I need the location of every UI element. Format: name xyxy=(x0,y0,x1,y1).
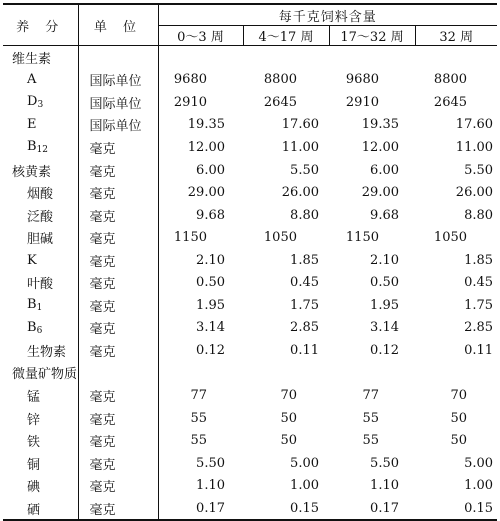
unit-cell: 毫克 xyxy=(78,294,158,317)
value-cell-period-2: 2.10 xyxy=(370,252,399,268)
value-cell-period-1: 8800 xyxy=(263,72,297,88)
unit-cell: 国际单位 xyxy=(78,91,158,114)
value-cell-period-0: 0.17 xyxy=(196,500,225,516)
value-cell-period-3: 1.75 xyxy=(464,297,494,313)
value-cell-period-3: 50 xyxy=(450,433,468,449)
table-row xyxy=(3,317,497,340)
value-cell-period-0: 3.14 xyxy=(196,320,225,336)
unit-cell xyxy=(78,362,158,385)
header-period-0: 0～3 周 xyxy=(158,26,243,46)
table-row xyxy=(3,136,497,159)
nutrient-name: 烟酸 xyxy=(3,181,78,204)
nutrient-name: 锌 xyxy=(3,407,78,430)
unit-cell: 毫克 xyxy=(78,339,158,362)
header-content-per-kg: 每千克饲料含量 xyxy=(158,4,497,26)
value-cell-period-0: 2910 xyxy=(173,94,207,110)
unit-cell: 毫克 xyxy=(78,181,158,204)
value-cell-period-2: 6.00 xyxy=(370,162,399,178)
value-cell-period-0: 2.10 xyxy=(196,252,225,268)
unit-cell: 毫克 xyxy=(78,271,158,294)
value-cell-period-3: 8800 xyxy=(433,72,468,88)
unit-cell: 毫克 xyxy=(78,136,158,159)
unit-cell: 国际单位 xyxy=(78,69,158,92)
value-cell-period-3 xyxy=(415,362,497,385)
value-cell-period-2: 0.50 xyxy=(370,275,399,291)
unit-cell: 毫克 xyxy=(78,159,158,182)
value-cell-period-3 xyxy=(415,46,497,69)
value-cell-period-2: 55 xyxy=(362,410,379,426)
unit-cell: 毫克 xyxy=(78,249,158,272)
header-period-2: 17～32 周 xyxy=(329,26,415,46)
nutrient-name: 核黄素 xyxy=(3,159,78,182)
value-cell-period-3: 50 xyxy=(450,410,468,426)
value-cell-period-3: 5.50 xyxy=(464,162,494,178)
value-cell-period-1: 50 xyxy=(280,433,297,449)
table-row xyxy=(3,69,497,92)
value-cell-period-1: 0.15 xyxy=(290,500,319,516)
value-cell-period-2: 77 xyxy=(362,387,379,403)
value-cell-period-0: 1.95 xyxy=(196,297,225,313)
nutrient-name: $B_1$ xyxy=(3,294,78,317)
value-cell-period-3: 1050 xyxy=(433,230,468,246)
value-cell-period-0: 55 xyxy=(190,433,207,449)
value-cell-period-1: 2645 xyxy=(263,94,297,110)
unit-cell: 国际单位 xyxy=(78,114,158,137)
table-row xyxy=(3,91,497,114)
value-cell-period-3: 70 xyxy=(450,387,468,403)
nutrient-name: 维生素 xyxy=(3,46,78,69)
value-cell-period-1: 50 xyxy=(280,410,297,426)
value-cell-period-2 xyxy=(329,46,415,69)
value-cell-period-1 xyxy=(243,46,329,69)
nutrient-name: 锰 xyxy=(3,384,78,407)
table-row xyxy=(3,339,497,362)
value-cell-period-1: 2.85 xyxy=(290,320,319,336)
unit-cell xyxy=(78,46,158,69)
value-cell-period-0: 5.50 xyxy=(196,455,225,471)
value-cell-period-3: 2.85 xyxy=(464,320,494,336)
value-cell-period-1: 1.75 xyxy=(290,297,319,313)
value-cell-period-1: 17.60 xyxy=(281,117,319,133)
value-cell-period-0: 55 xyxy=(190,410,207,426)
value-cell-period-1: 5.50 xyxy=(290,162,319,178)
value-cell-period-0: 12.00 xyxy=(187,139,225,155)
nutrient-name: 叶酸 xyxy=(3,271,78,294)
value-cell-period-1: 0.45 xyxy=(290,275,319,291)
nutrient-name: 铜 xyxy=(3,452,78,475)
header-period-1: 4～17 周 xyxy=(243,26,329,46)
nutrient-name: A xyxy=(3,69,78,92)
nutrient-name: 铁 xyxy=(3,429,78,452)
nutrient-name: 生物素 xyxy=(3,339,78,362)
value-cell-period-2: 1150 xyxy=(345,230,379,246)
nutrient-name: $B_{12}$ xyxy=(3,136,78,159)
value-cell-period-2: 5.50 xyxy=(370,455,399,471)
value-cell-period-1: 5.00 xyxy=(290,455,319,471)
value-cell-period-0: 29.00 xyxy=(187,185,225,201)
value-cell-period-2: 9.68 xyxy=(370,207,399,223)
value-cell-period-3: 8.80 xyxy=(464,207,494,223)
value-cell-period-3: 1.85 xyxy=(464,252,494,268)
table-row xyxy=(3,452,497,475)
nutrient-name: $B_6$ xyxy=(3,317,78,340)
table-row xyxy=(3,271,497,294)
table-row xyxy=(3,46,497,69)
unit-cell: 毫克 xyxy=(78,226,158,249)
value-cell-period-0: 1.10 xyxy=(196,478,225,494)
value-cell-period-2: 0.12 xyxy=(370,342,399,358)
value-cell-period-3: 5.00 xyxy=(464,455,494,471)
value-cell-period-2: 0.17 xyxy=(370,500,399,516)
value-cell-period-2: 9680 xyxy=(345,72,379,88)
unit-cell: 毫克 xyxy=(78,317,158,340)
unit-cell: 毫克 xyxy=(78,204,158,227)
nutrient-name: 硒 xyxy=(3,497,78,521)
table-row xyxy=(3,362,497,385)
value-cell-period-3: 0.15 xyxy=(464,500,494,516)
value-cell-period-1: 70 xyxy=(280,387,297,403)
value-cell-period-1 xyxy=(243,362,329,385)
value-cell-period-0 xyxy=(158,46,243,69)
nutrient-name: K xyxy=(3,249,78,272)
value-cell-period-0: 6.00 xyxy=(196,162,225,178)
value-cell-period-2: 29.00 xyxy=(361,185,399,201)
unit-cell: 毫克 xyxy=(78,384,158,407)
value-cell-period-0: 77 xyxy=(190,387,207,403)
nutrient-name: 胆碱 xyxy=(3,226,78,249)
table-row xyxy=(3,114,497,137)
unit-cell: 毫克 xyxy=(78,474,158,497)
value-cell-period-1: 26.00 xyxy=(281,185,319,201)
value-cell-period-3: 2645 xyxy=(433,94,468,110)
value-cell-period-0: 1150 xyxy=(173,230,207,246)
value-cell-period-0: 0.50 xyxy=(196,275,225,291)
value-cell-period-2: 12.00 xyxy=(361,139,399,155)
table-body xyxy=(3,46,497,521)
nutrient-name: E xyxy=(3,114,78,137)
value-cell-period-2: 1.10 xyxy=(370,478,399,494)
nutrient-name: 微量矿物质 xyxy=(3,362,78,385)
value-cell-period-3: 11.00 xyxy=(455,139,494,155)
value-cell-period-0: 9680 xyxy=(173,72,207,88)
table-row xyxy=(3,294,497,317)
unit-cell: 毫克 xyxy=(78,407,158,430)
value-cell-period-3: 17.60 xyxy=(455,117,494,133)
header-period-3: 32 周 xyxy=(415,26,497,46)
header-nutrient: 养 分 xyxy=(3,4,78,46)
nutrient-name: 碘 xyxy=(3,474,78,497)
value-cell-period-1: 0.11 xyxy=(290,342,319,358)
value-cell-period-3: 26.00 xyxy=(455,185,494,201)
value-cell-period-2: 55 xyxy=(362,433,379,449)
value-cell-period-2: 2910 xyxy=(345,94,379,110)
nutrient-name: $D_3$ xyxy=(3,91,78,114)
unit-cell: 毫克 xyxy=(78,497,158,521)
value-cell-period-1: 8.80 xyxy=(290,207,319,223)
table-row xyxy=(3,429,497,452)
unit-cell: 毫克 xyxy=(78,452,158,475)
table-header xyxy=(3,4,497,46)
table-row xyxy=(3,181,497,204)
value-cell-period-3: 1.00 xyxy=(464,478,494,494)
value-cell-period-1: 1050 xyxy=(263,230,297,246)
value-cell-period-3: 0.45 xyxy=(464,275,494,291)
feed-nutrient-table xyxy=(3,3,497,521)
table-row xyxy=(3,226,497,249)
value-cell-period-2: 19.35 xyxy=(361,117,399,133)
value-cell-period-2: 3.14 xyxy=(370,320,399,336)
value-cell-period-0: 19.35 xyxy=(187,117,225,133)
value-cell-period-1: 11.00 xyxy=(281,139,319,155)
value-cell-period-0 xyxy=(158,362,243,385)
header-unit: 单 位 xyxy=(78,4,158,46)
nutrient-name: 泛酸 xyxy=(3,204,78,227)
table-row xyxy=(3,407,497,430)
value-cell-period-3: 0.11 xyxy=(464,342,494,358)
value-cell-period-2: 1.95 xyxy=(370,297,399,313)
value-cell-period-1: 1.85 xyxy=(290,252,319,268)
value-cell-period-1: 1.00 xyxy=(290,478,319,494)
table-row xyxy=(3,497,497,521)
value-cell-period-0: 9.68 xyxy=(196,207,225,223)
table-row xyxy=(3,474,497,497)
unit-cell: 毫克 xyxy=(78,429,158,452)
table-row xyxy=(3,204,497,227)
table-row xyxy=(3,159,497,182)
table-row xyxy=(3,249,497,272)
value-cell-period-2 xyxy=(329,362,415,385)
value-cell-period-0: 0.12 xyxy=(196,342,225,358)
table-row xyxy=(3,384,497,407)
